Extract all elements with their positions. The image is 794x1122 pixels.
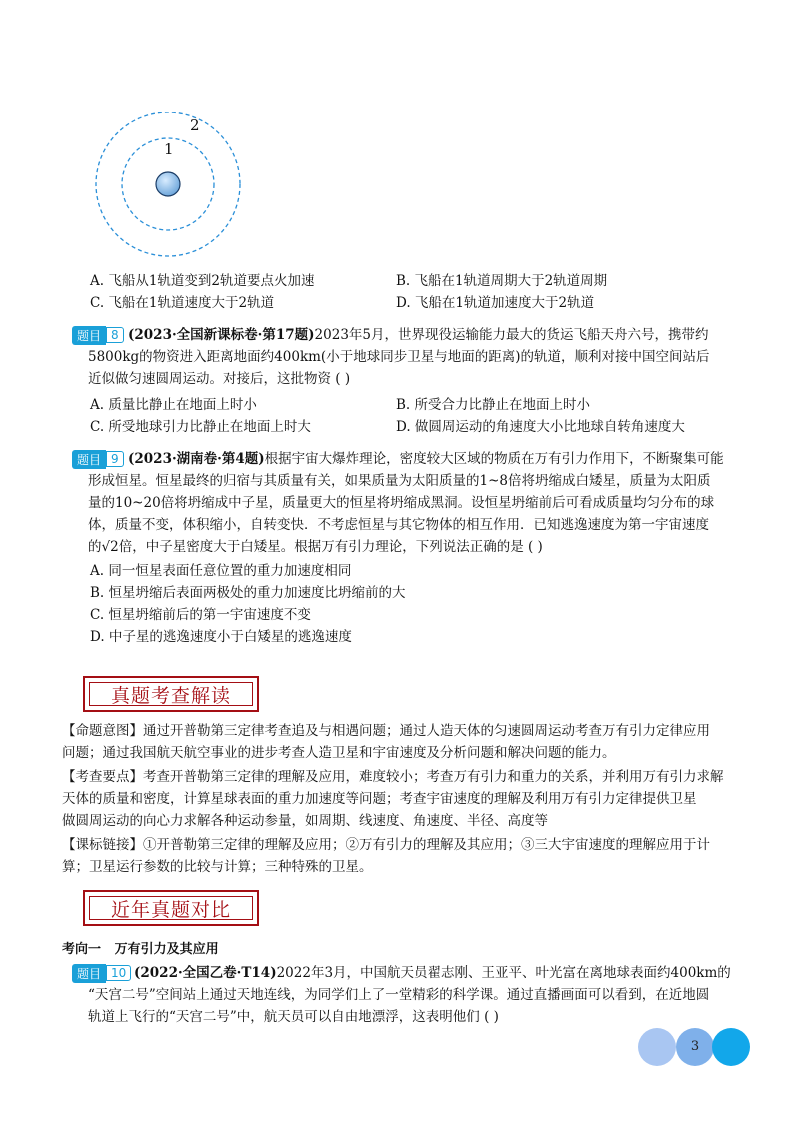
sqrt-expression: √2 <box>101 539 119 555</box>
q8-tag-label: 题目 <box>72 326 106 345</box>
q8-option-a: A. 质量比静止在地面上时小 <box>90 397 257 413</box>
q10-source: (2022·全国乙卷·T14) <box>134 965 277 981</box>
q7-option-a: A. 飞船从1轨道变到2轨道要点火加速 <box>90 273 315 289</box>
orbit-diagram <box>90 112 250 272</box>
q9-option-d: D. 中子星的逃逸速度小于白矮星的逃逸速度 <box>90 629 352 645</box>
q9-tag <box>72 450 124 468</box>
q9-line-3: 量的10~20倍将坍缩成中子星，质量更大的恒星将坍缩成黑洞。设恒星坍缩前后可看成质量均匀分布的球 <box>88 495 715 511</box>
q8-option-b: B. 所受合力比静止在地面上时小 <box>396 397 591 413</box>
page-number: 3 <box>690 1039 700 1054</box>
q9-line-5 <box>88 536 543 558</box>
q9-line-1-text: 根据宇宙大爆炸理论，密度较大区域的物质在万有引力作用下，不断聚集可能 <box>264 451 724 467</box>
q8-source: (2023·全国新课标卷·第17题) <box>128 327 315 343</box>
q9-line-2: 形成恒星。恒星最终的归宿与其质量有关，如果质量为太阳质量的1~8倍将坍缩成白矮星，质量为太阳质 <box>88 473 711 489</box>
analysis-line-7: 算；卫星运行参数的比较与计算；三种特殊的卫星。 <box>62 859 373 875</box>
q10-tag <box>72 964 131 982</box>
orbit-label-1: 1 <box>164 140 174 158</box>
q9-tag-label: 题目 <box>72 450 106 469</box>
q10-line-1-text: 2022年3月，中国航天员翟志刚、王亚平、叶光富在离地球表面约400km的 <box>276 965 731 981</box>
q8-tag-number: 8 <box>106 327 124 343</box>
orbit-label-2: 2 <box>190 116 200 134</box>
earth-icon <box>156 172 180 196</box>
analysis-line-2: 问题；通过我国航天航空事业的进步考查人造卫星和宇宙速度及分析问题和解决问题的能力。 <box>62 745 616 761</box>
q9-line-5-pre: 的 <box>88 539 102 555</box>
analysis-line-1: 【命题意图】通过开普勒第三定律考查追及与相遇问题；通过人造天体的匀速圆周运动考查万有引力定律应用 <box>62 723 710 739</box>
q8-line-1-text: 2023年5月，世界现役运输能力最大的货运飞船天舟六号，携带约 <box>314 327 709 343</box>
q10-line-1 <box>134 962 731 984</box>
q8-line-2: 5800kg的物资进入距离地面约400km(小于地球同步卫星与地面的距离)的轨道，顺利对接中国空间站后 <box>88 349 710 365</box>
q10-tag-number: 10 <box>106 965 131 981</box>
banner-recent-exams-title: 近年真题对比 <box>89 896 253 920</box>
banner-recent-exams <box>83 890 259 926</box>
q9-line-5-post: 倍，中子星密度大于白矮星。根据万有引力理论，下列说法正确的是 ( ) <box>118 539 543 555</box>
analysis-line-4: 天体的质量和密度，计算星球表面的重力加速度等问题；考查宇宙速度的理解及利用万有引力定律提供卫星 <box>62 791 697 807</box>
analysis-line-6: 【课标链接】①开普勒第三定律的理解及应用；②万有引力的理解及其应用；③三大宇宙速度的理解应用于计 <box>62 837 710 853</box>
q9-option-a: A. 同一恒星表面任意位置的重力加速度相同 <box>90 563 352 579</box>
analysis-line-5: 做圆周运动的向心力求解各种运动参量，如周期、线速度、角速度、半径、高度等 <box>62 813 548 829</box>
q9-option-c: C. 恒星坍缩前后的第一宇宙速度不变 <box>90 607 311 623</box>
analysis-line-3: 【考查要点】考查开普勒第三定律的理解及应用，难度较小；考查万有引力和重力的关系，并利用万有引力求解 <box>62 769 724 785</box>
q7-option-c: C. 飞船在1轨道速度大于2轨道 <box>90 295 275 311</box>
q7-option-d: D. 飞船在1轨道加速度大于2轨道 <box>396 295 595 311</box>
q8-option-d: D. 做圆周运动的角速度大小比地球自转角速度大 <box>396 419 685 435</box>
q8-line-3: 近似做匀速圆周运动。对接后，这批物资 ( ) <box>88 371 351 387</box>
banner-exam-analysis-title: 真题考查解读 <box>89 682 253 706</box>
q9-line-4: 体，质量不变，体积缩小，自转变快．不考虑恒星与其它物体的相互作用．已知逃逸速度为第一宇宙速度 <box>88 517 709 533</box>
q9-tag-number: 9 <box>106 451 124 467</box>
q10-tag-label: 题目 <box>72 964 106 983</box>
q10-line-2: “天宫二号”空间站上通过天地连线，为同学们上了一堂精彩的科学课。通过直播画面可以看到，在近地圆 <box>88 987 710 1003</box>
q10-line-3: 轨道上飞行的“天宫二号”中，航天员可以自由地漂浮，这表明他们 ( ) <box>88 1009 499 1025</box>
q9-source: (2023·湖南卷·第4题) <box>128 451 265 467</box>
banner-exam-analysis <box>83 676 259 712</box>
q9-option-b: B. 恒星坍缩后表面两极处的重力加速度比坍缩前的大 <box>90 585 406 601</box>
q8-line-1 <box>128 324 709 346</box>
q8-tag <box>72 326 124 344</box>
page-decoration-circle-right <box>712 1028 750 1066</box>
q7-option-b: B. 飞船在1轨道周期大于2轨道周期 <box>396 273 608 289</box>
q9-line-1 <box>128 448 724 470</box>
page-decoration-circle-left <box>638 1028 676 1066</box>
section-heading: 考向一 万有引力及其应用 <box>62 942 219 957</box>
q8-option-c: C. 所受地球引力比静止在地面上时大 <box>90 419 311 435</box>
